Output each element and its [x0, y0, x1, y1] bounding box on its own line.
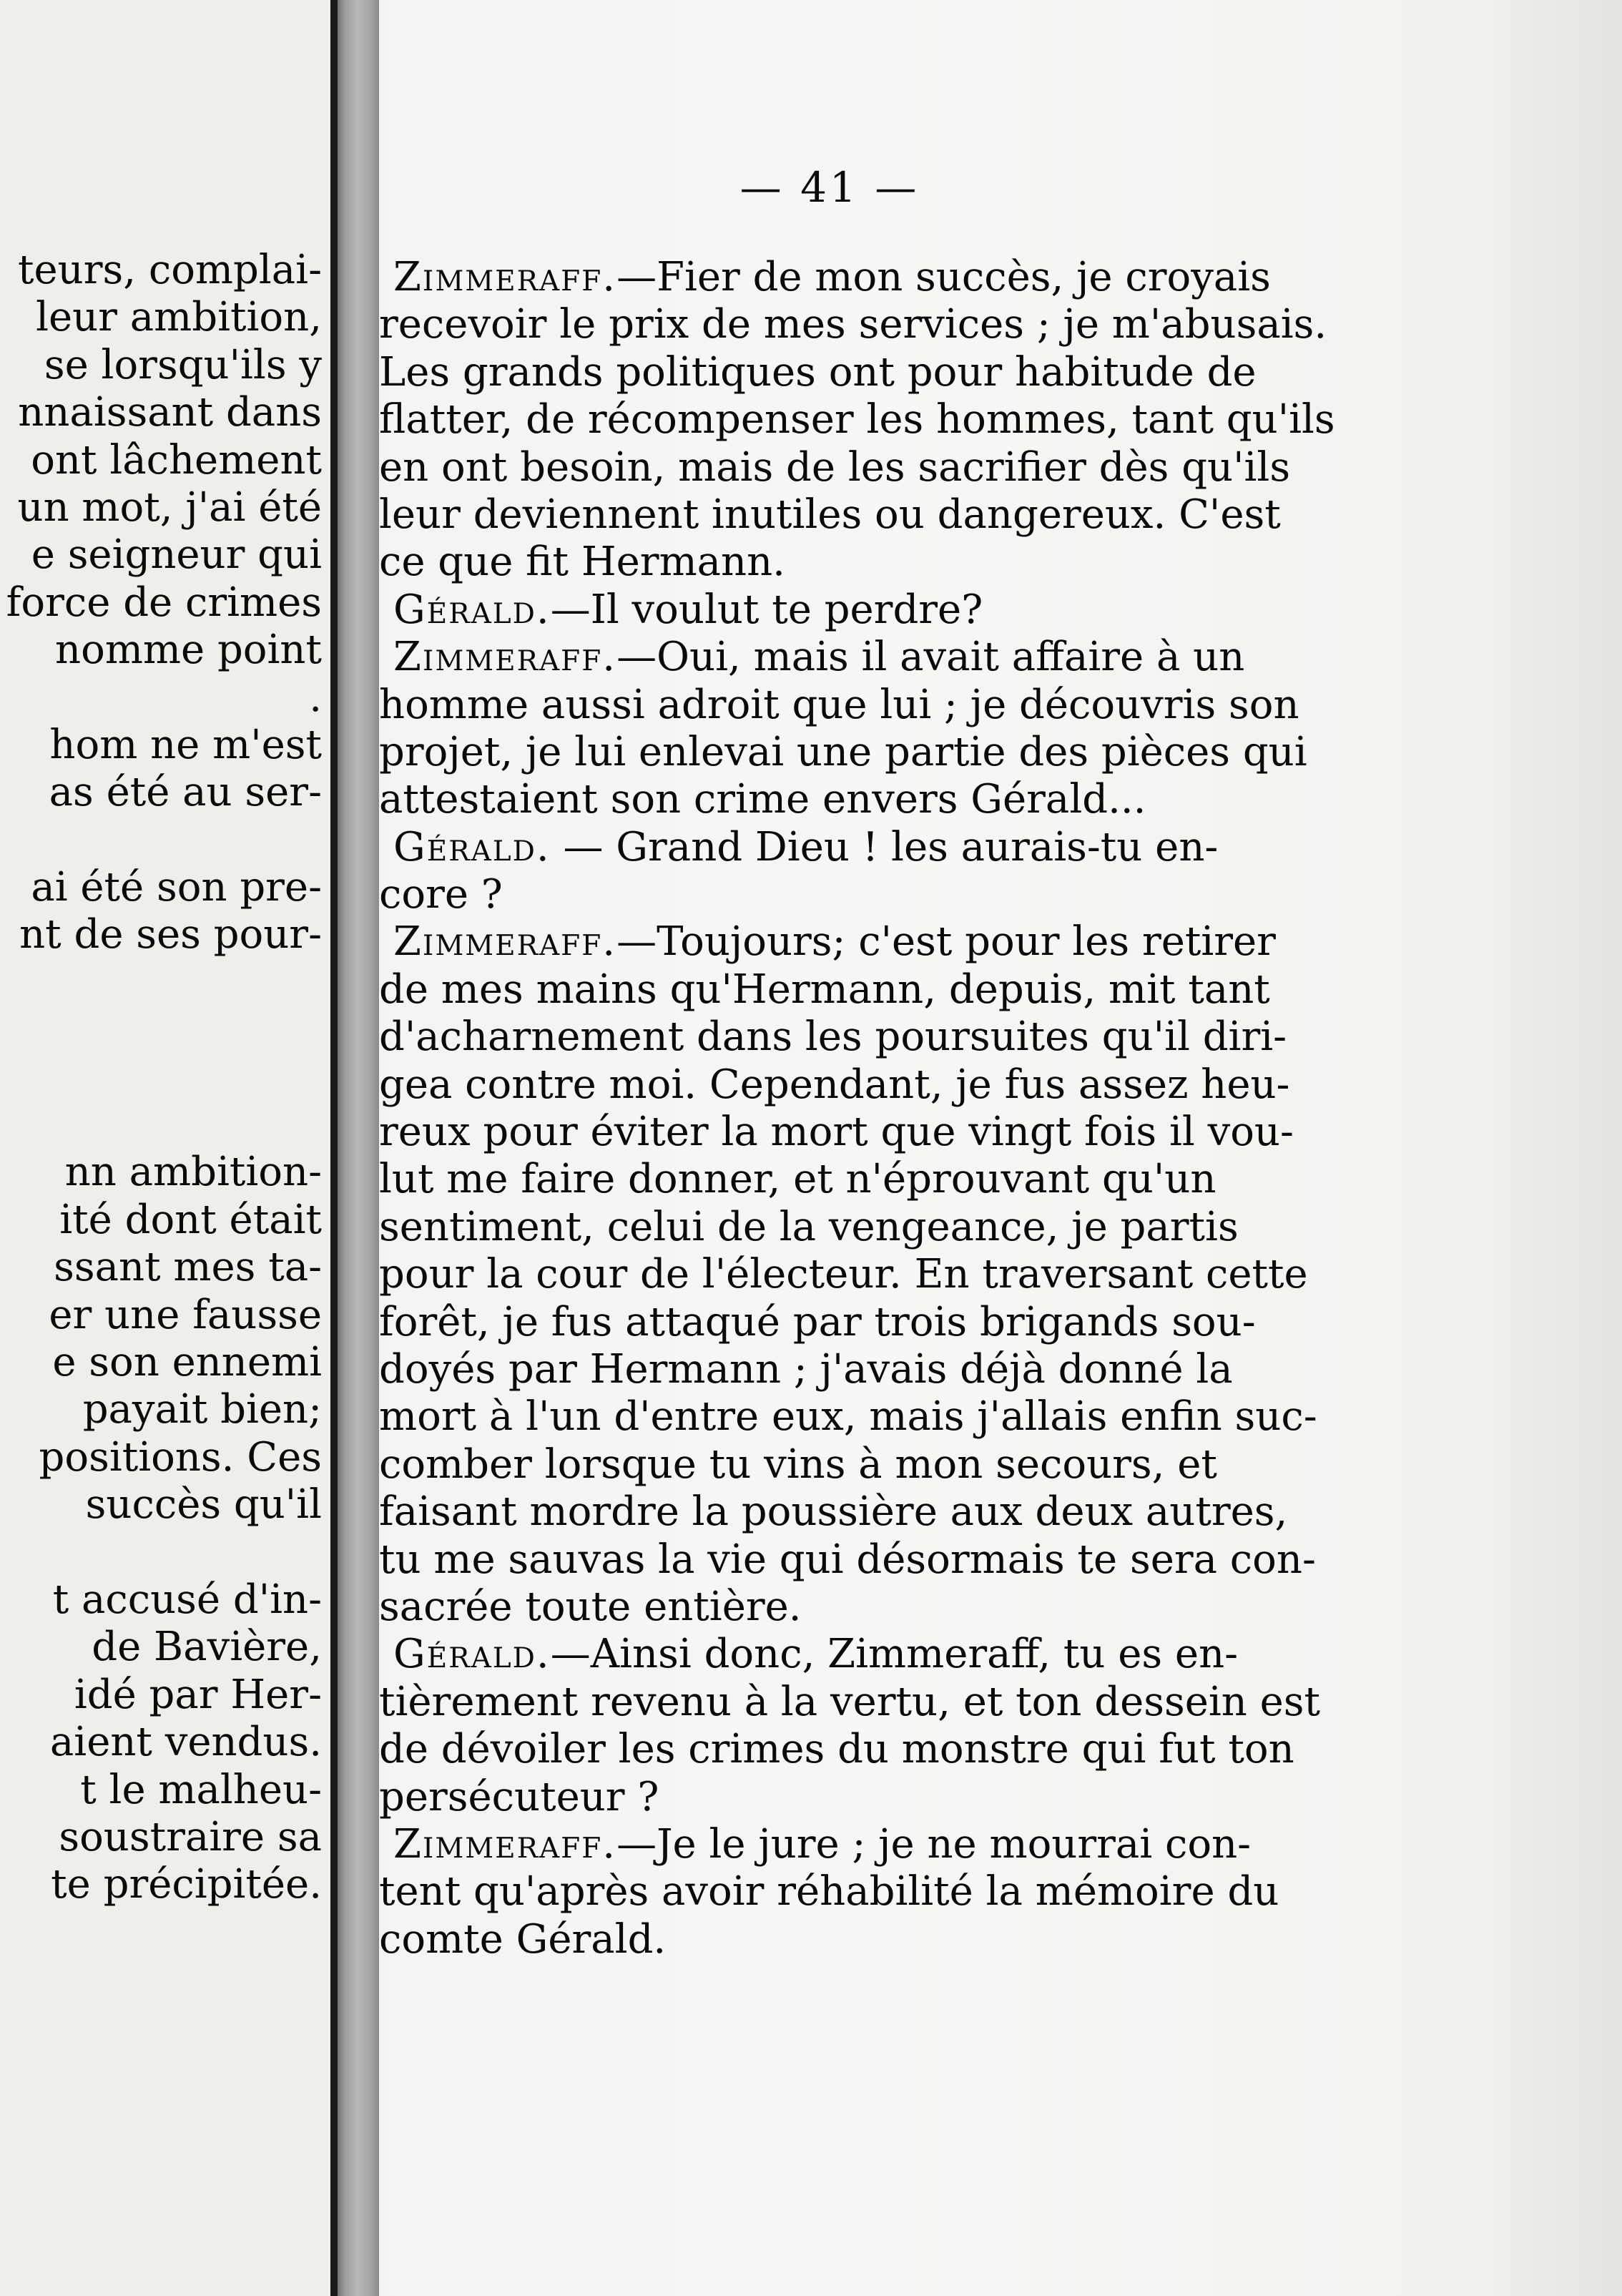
dialogue-line [379, 539, 1330, 586]
left-page-line: te précipitée. [51, 1861, 322, 1908]
dialogue-line [379, 301, 1330, 348]
line-text: flatter, de récompenser les hommes, tant qu'ils [379, 396, 1335, 443]
left-page-line: se lorsqu'ils y [44, 341, 322, 388]
left-page-line [0, 1529, 322, 1576]
dialogue-line-speaker [379, 587, 1330, 634]
line-text: sacrée toute entière. [379, 1583, 802, 1630]
dialogue-line [379, 1441, 1330, 1488]
dialogue-line [379, 1774, 1330, 1821]
dialogue-line [379, 1014, 1330, 1061]
left-page-line [0, 817, 322, 864]
line-text: de mes mains qu'Hermann, depuis, mit tant [379, 966, 1270, 1013]
line-text: lut me faire donner, et n'éprouvant qu'un [379, 1156, 1216, 1203]
dialogue-line-speaker [379, 634, 1330, 681]
dialogue-line-speaker [379, 1631, 1330, 1678]
dialogue-line [379, 966, 1330, 1014]
dialogue-line [379, 349, 1330, 396]
line-text: —Oui, mais il avait affaire à un [616, 634, 1245, 681]
left-page-line: soustraire sa [59, 1813, 322, 1860]
dialogue-line [379, 1109, 1330, 1156]
line-text: —Il voulut te perdre? [550, 586, 983, 633]
speaker-name: Zimmeraff. [393, 1820, 617, 1868]
line-text: mort à l'un d'entre eux, mais j'allais enfin suc- [379, 1393, 1317, 1441]
left-facing-page [0, 0, 330, 2296]
dialogue-line [379, 1584, 1330, 1631]
line-text: projet, je lui enlevai une partie des pièces qui [379, 728, 1307, 775]
left-page-line: e son ennemi [52, 1338, 322, 1385]
dialogue-line [379, 1251, 1330, 1298]
dialogue-line-speaker [379, 254, 1330, 301]
line-text: core ? [379, 871, 503, 918]
left-page-line: nn ambition- [64, 1149, 322, 1196]
left-page-line: e seigneur qui [31, 531, 322, 579]
left-page-line: teurs, complai- [18, 247, 322, 293]
line-text: comte Gérald. [379, 1915, 667, 1963]
line-text: forêt, je fus attaqué par trois brigands sou- [379, 1298, 1256, 1345]
left-page-line: nnaissant dans [18, 389, 322, 436]
left-page-line: un mot, j'ai été [17, 484, 322, 531]
left-page-line: aient vendus. [49, 1719, 322, 1766]
line-text: reux pour éviter la mort que vingt fois il vou- [379, 1109, 1294, 1156]
left-page-line: ai été son pre- [31, 864, 322, 911]
line-text: Les grands politiques ont pour habitude de [379, 348, 1257, 396]
right-page [379, 0, 1622, 2296]
left-page-line: succès qu'il [85, 1481, 322, 1529]
left-page-line [0, 959, 322, 1006]
line-text: faisant mordre la poussière aux deux autres, [379, 1488, 1288, 1536]
left-page-line [0, 1006, 322, 1054]
left-page-line: er une fausse [49, 1291, 322, 1338]
dialogue-line-speaker [379, 918, 1330, 966]
dialogue-line [379, 1156, 1330, 1203]
line-text: tièrement revenu à la vertu, et ton dessein est [379, 1678, 1320, 1725]
dialogue-line [379, 396, 1335, 443]
dialogue-line [379, 1679, 1330, 1726]
line-text: — Grand Dieu ! les aurais-tu en- [550, 823, 1219, 870]
gutter-shadow [330, 0, 338, 2296]
line-text: —Je le jure ; je ne mourrai con- [616, 1820, 1252, 1868]
line-text: sentiment, celui de la vengeance, je partis [379, 1203, 1239, 1250]
dialogue-line [379, 1488, 1330, 1536]
dialogue-line [379, 776, 1330, 823]
dialogue-line [379, 1346, 1330, 1393]
line-text: leur deviennent inutiles ou dangereux. C'est [379, 491, 1281, 538]
left-page-line: leur ambition, [36, 294, 322, 341]
speaker-name: Gérald. [393, 1631, 551, 1678]
line-text: homme aussi adroit que lui ; je découvris son [379, 681, 1299, 728]
line-text: —Toujours; c'est pour les retirer [616, 918, 1276, 966]
line-text: en ont besoin, mais de les sacrifier dès qu'ils [379, 443, 1291, 491]
speaker-name: Zimmeraff. [393, 634, 617, 681]
left-page-line: force de crimes [6, 579, 322, 626]
line-text: recevoir le prix de mes services ; je m'abusais. [379, 301, 1327, 348]
line-text: de dévoiler les crimes du monstre qui fut ton [379, 1726, 1294, 1773]
line-text: doyés par Hermann ; j'avais déjà donné la [379, 1345, 1233, 1393]
line-text: persécuteur ? [379, 1773, 659, 1820]
left-page-line: de Bavière, [92, 1624, 322, 1671]
dialogue-line-speaker [379, 824, 1330, 871]
left-page-line: ssant mes ta- [54, 1244, 322, 1291]
left-page-line [0, 1054, 322, 1102]
left-page-line: idé par Her- [74, 1671, 322, 1718]
line-text: —Ainsi donc, Zimmeraff, tu es en- [550, 1631, 1239, 1678]
line-text: attestaient son crime envers Gérald... [379, 776, 1146, 823]
dialogue-line [379, 1868, 1330, 1915]
left-page-line: ont lâchement [31, 436, 322, 484]
dialogue-line [379, 444, 1330, 491]
speaker-name: Zimmeraff. [393, 254, 617, 300]
line-text: tu me sauvas la vie qui désormais te sera con- [379, 1536, 1316, 1583]
line-text: comber lorsque tu vins à mon secours, et [379, 1441, 1217, 1488]
left-page-line: t le malheu- [80, 1766, 322, 1813]
dialogue-line [379, 1916, 1330, 1963]
dialogue-line [379, 1061, 1330, 1109]
line-text: pour la cour de l'électeur. En traversant cette [379, 1251, 1308, 1298]
speaker-name: Gérald. [393, 586, 551, 633]
dialogue-line [379, 729, 1330, 776]
speaker-name: Zimmeraff. [393, 918, 617, 966]
left-page-line: nomme point [55, 627, 322, 674]
line-text: gea contre moi. Cependant, je fus assez heu- [379, 1061, 1290, 1108]
line-text: ce que fit Hermann. [379, 539, 785, 586]
left-page-line: nt de ses pour- [19, 911, 322, 958]
page-edge-shade [1479, 0, 1622, 2296]
left-page-line: payait bien; [82, 1386, 322, 1433]
left-page-line: ité dont était [59, 1196, 322, 1243]
page-number: — 41 — [739, 163, 920, 212]
left-page-line: t accusé d'in- [52, 1576, 322, 1623]
left-page-line: as été au ser- [49, 769, 322, 816]
dialogue-line [379, 1204, 1330, 1251]
dialogue-line [379, 1536, 1330, 1584]
left-page-line: hom ne m'est [49, 721, 322, 768]
left-page-text [0, 247, 322, 1909]
speaker-name: Gérald. [393, 823, 551, 870]
line-text: —Fier de mon succès, je croyais [616, 254, 1271, 300]
dialogue-text-block [379, 254, 1335, 1963]
book-gutter [330, 0, 379, 2296]
dialogue-line [379, 1393, 1330, 1441]
dialogue-line-speaker [379, 1821, 1330, 1868]
left-page-line [0, 1102, 322, 1149]
dialogue-line [379, 1299, 1330, 1346]
line-text: tent qu'après avoir réhabilité la mémoire du [379, 1868, 1279, 1915]
dialogue-line [379, 491, 1330, 539]
dialogue-line [379, 1726, 1330, 1773]
dialogue-line [379, 682, 1330, 729]
line-text: d'acharnement dans les poursuites qu'il diri- [379, 1014, 1287, 1061]
dialogue-line [379, 871, 1330, 918]
left-page-line: positions. Ces [39, 1433, 322, 1481]
left-page-line: . [309, 674, 322, 721]
